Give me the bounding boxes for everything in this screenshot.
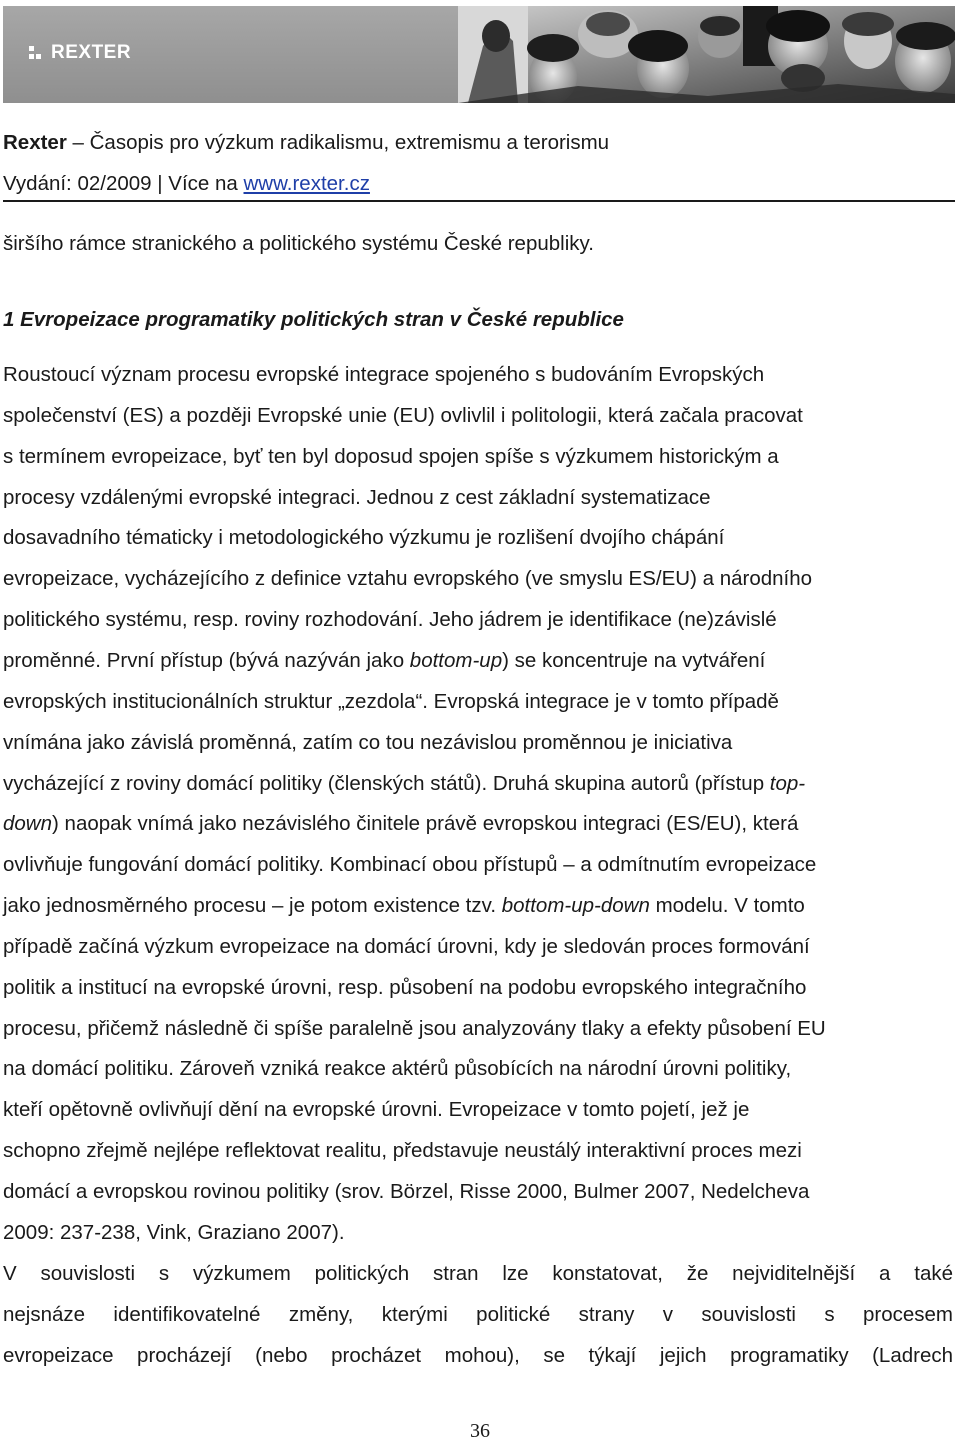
text-segment: Roustoucí význam procesu evropské integrace spojeného s budováním Evropských bbox=[3, 363, 765, 386]
text-line bbox=[3, 812, 798, 836]
text-segment: jako jednosměrného procesu – je potom existence tzv. bbox=[3, 894, 502, 918]
text-line: evropeizace procházejí (nebo procházet mohou), se týkají jejich programatiky (Ladrech bbox=[3, 1343, 953, 1367]
text-segment: modelu. V tomto bbox=[649, 894, 805, 918]
text-segment: ) naopak vnímá jako nezávislého činitele právě evropskou integraci (ES/EU), která bbox=[52, 812, 799, 836]
italic-term: bottom-up bbox=[409, 648, 503, 672]
text-segment: ovlivňuje fungování domácí politiky. Kombinací obou přístupů – a odmítnutím evropeizace bbox=[3, 853, 817, 877]
text-line bbox=[3, 853, 816, 877]
header-divider bbox=[3, 200, 955, 202]
text-line bbox=[3, 1139, 802, 1163]
text-segment: vycházející z roviny domácí politiky (členských států). Druhá skupina autorů (přístup bbox=[3, 771, 770, 795]
text-line bbox=[3, 1057, 791, 1081]
journal-name: Rexter bbox=[3, 131, 67, 154]
text-segment: kteří opětovně ovlivňují dění na evropské úrovni. Evropeizace v tomto pojetí, jež je bbox=[3, 1098, 750, 1122]
text-segment: společenství (ES) a později Evropské unie (EU) ovlivlil i politologii, která začala pracovat bbox=[3, 403, 803, 427]
journal-banner bbox=[3, 6, 955, 103]
text-line bbox=[3, 935, 810, 959]
issue-line bbox=[3, 172, 370, 196]
text-line bbox=[3, 1017, 826, 1041]
journal-title-line bbox=[3, 131, 609, 155]
text-line bbox=[3, 567, 812, 591]
text-segment: proměnné. První přístup (bývá nazýván jako bbox=[3, 648, 410, 672]
text-line bbox=[3, 894, 805, 918]
text-line bbox=[3, 976, 806, 1000]
text-line: V souvislosti s výzkumem politických stran lze konstatovat, že nejviditelnější a také bbox=[3, 1262, 953, 1285]
title-dash: – bbox=[66, 131, 90, 154]
text-segment: politik a institucí na evropské úrovni, resp. působení na podobu evropského integračního bbox=[3, 975, 807, 999]
text-segment: na domácí politiku. Zároveň vzniká reakce aktérů působících na národní úrovni politiky, bbox=[3, 1057, 792, 1081]
text-segment: 2009: 237-238, Vink, Graziano 2007). bbox=[3, 1220, 345, 1244]
text-line bbox=[3, 445, 779, 469]
text-line bbox=[3, 363, 764, 387]
text-line bbox=[3, 1098, 749, 1122]
text-segment: ) se koncentruje na vytváření bbox=[502, 648, 766, 672]
text-line bbox=[3, 1180, 809, 1204]
text-segment: vnímána jako závislá proměnná, zatím co tou nezávislou proměnnou je iniciativa bbox=[3, 730, 733, 754]
text-segment: evropských institucionálních struktur „zezdola“. Evropská integrace je v tomto případě bbox=[3, 689, 779, 713]
crowd-photo bbox=[458, 6, 955, 103]
logo-text: REXTER bbox=[51, 42, 132, 63]
text-segment: procesu, přičemž následně či spíše paralelně jsou analyzovány tlaky a efekty působení EU bbox=[3, 1016, 826, 1040]
section-heading: 1 Evropeizace programatiky politických stran v České republice bbox=[3, 308, 624, 331]
text-line bbox=[3, 772, 805, 796]
text-line bbox=[3, 731, 732, 755]
page-number: 36 bbox=[470, 1420, 490, 1442]
text-line bbox=[3, 526, 724, 550]
text-line bbox=[3, 649, 765, 673]
text-segment: případě začíná výzkum evropeizace na domácí úrovni, kdy je sledován proces formování bbox=[3, 934, 810, 958]
text-segment: s termínem evropeizace, byť ten byl doposud spojen spíše s výzkumem historickým a bbox=[3, 444, 779, 468]
text-segment: domácí a evropskou rovinou politiky (srov. Börzel, Risse 2000, Bulmer 2007, Nedelcheva bbox=[3, 1180, 810, 1203]
journal-subtitle: Časopis pro výzkum radikalismu, extremismu a terorismu bbox=[89, 131, 610, 154]
text-segment: dosavadního tématicky i metodologického výzkumu je rozlišení dvojího chápání bbox=[3, 526, 725, 550]
issue-text: Vydání: 02/2009 | Více na bbox=[3, 172, 244, 195]
carryover-line: širšího rámce stranického a politického systému České republiky. bbox=[3, 232, 594, 255]
text-line bbox=[3, 486, 711, 510]
text-line bbox=[3, 1221, 345, 1245]
text-line bbox=[3, 608, 777, 632]
rexter-logo[interactable] bbox=[29, 42, 131, 64]
text-line: nejsnáze identifikovatelné změny, kterými politické strany v souvislosti s procesem bbox=[3, 1302, 953, 1326]
text-segment: politického systému, resp. roviny rozhodování. Jeho jádrem je identifikace (ne)závislé bbox=[3, 608, 777, 632]
text-line bbox=[3, 690, 779, 714]
text-segment: evropeizace, vycházejícího z definice vztahu evropského (ve smyslu ES/EU) a národního bbox=[3, 567, 813, 591]
text-segment: procesy vzdálenými evropské integraci. Jednou z cest základní systematizace bbox=[3, 485, 711, 509]
text-line bbox=[3, 404, 803, 428]
italic-term: down bbox=[3, 812, 53, 836]
website-link[interactable]: www.rexter.cz bbox=[243, 172, 370, 195]
rexter-logo-icon bbox=[29, 44, 43, 62]
text-segment: schopno zřejmě nejlépe reflektovat realitu, představuje neustálý interaktivní proces mezi bbox=[3, 1139, 802, 1163]
italic-term: bottom-up-down bbox=[501, 894, 650, 918]
italic-term: top- bbox=[769, 771, 806, 795]
